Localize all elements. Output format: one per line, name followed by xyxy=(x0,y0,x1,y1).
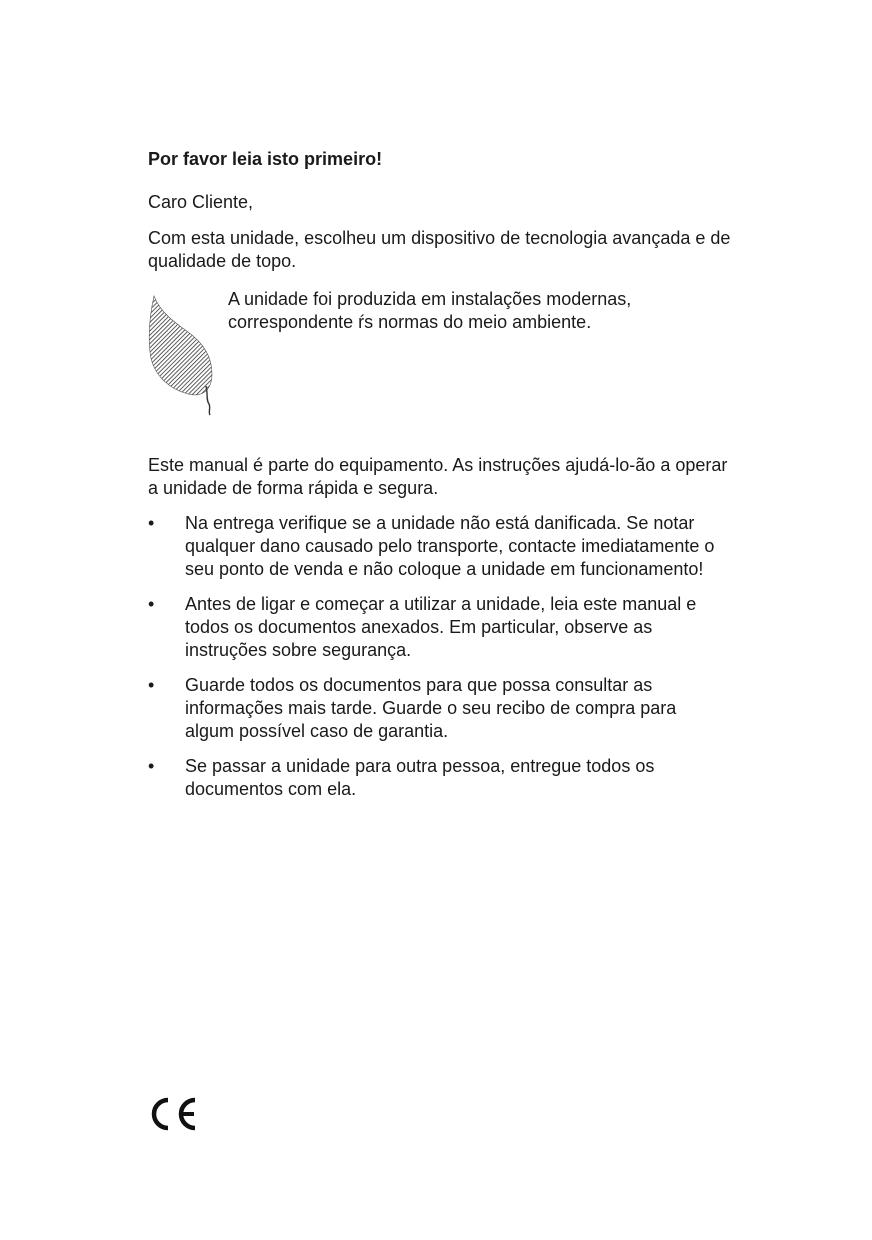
environment-text: A unidade foi produzida em instalações modernas, correspondente ŕs normas do meio ambiente. xyxy=(228,289,632,332)
list-item xyxy=(148,755,725,801)
salutation: Caro Cliente, xyxy=(148,192,254,212)
bullet-icon: • xyxy=(148,756,155,776)
list-item-text: Na entrega verifique se a unidade não está danificada. Se notar qualquer dano causado pelo transporte, contacte imediatamente o seu ponto de venda e não coloque a unidade em funcionamento! xyxy=(185,513,715,579)
list-item-text: Antes de ligar e começar a utilizar a unidade, leia este manual e todos os documentos anexados. Em particular, observe as instruções sobre segurança. xyxy=(185,594,697,660)
page-title: Por favor leia isto primeiro! xyxy=(148,149,383,169)
list-item-text: Se passar a unidade para outra pessoa, entregue todos os documentos com ela. xyxy=(185,756,655,799)
list-item xyxy=(148,593,725,662)
list-item xyxy=(148,512,725,581)
leaf-icon xyxy=(148,294,216,416)
intro-paragraph: Com esta unidade, escolheu um dispositivo de tecnologia avançada e de qualidade de topo. xyxy=(148,228,731,271)
page-content xyxy=(148,148,748,799)
list-item xyxy=(148,674,725,743)
list-item-text: Guarde todos os documentos para que possa consultar as informações mais tarde. Guarde o seu recibo de compra para algum possível caso de garantia. xyxy=(185,675,677,741)
bullet-icon: • xyxy=(148,675,155,695)
instruction-list xyxy=(148,512,748,813)
ce-mark-icon xyxy=(148,1096,200,1132)
manual-paragraph: Este manual é parte do equipamento. As instruções ajudá-lo-ão a operar a unidade de forma rápida e segura. xyxy=(148,455,728,498)
bullet-icon: • xyxy=(148,594,155,614)
bullet-icon: • xyxy=(148,513,155,533)
environment-notice xyxy=(148,288,748,418)
